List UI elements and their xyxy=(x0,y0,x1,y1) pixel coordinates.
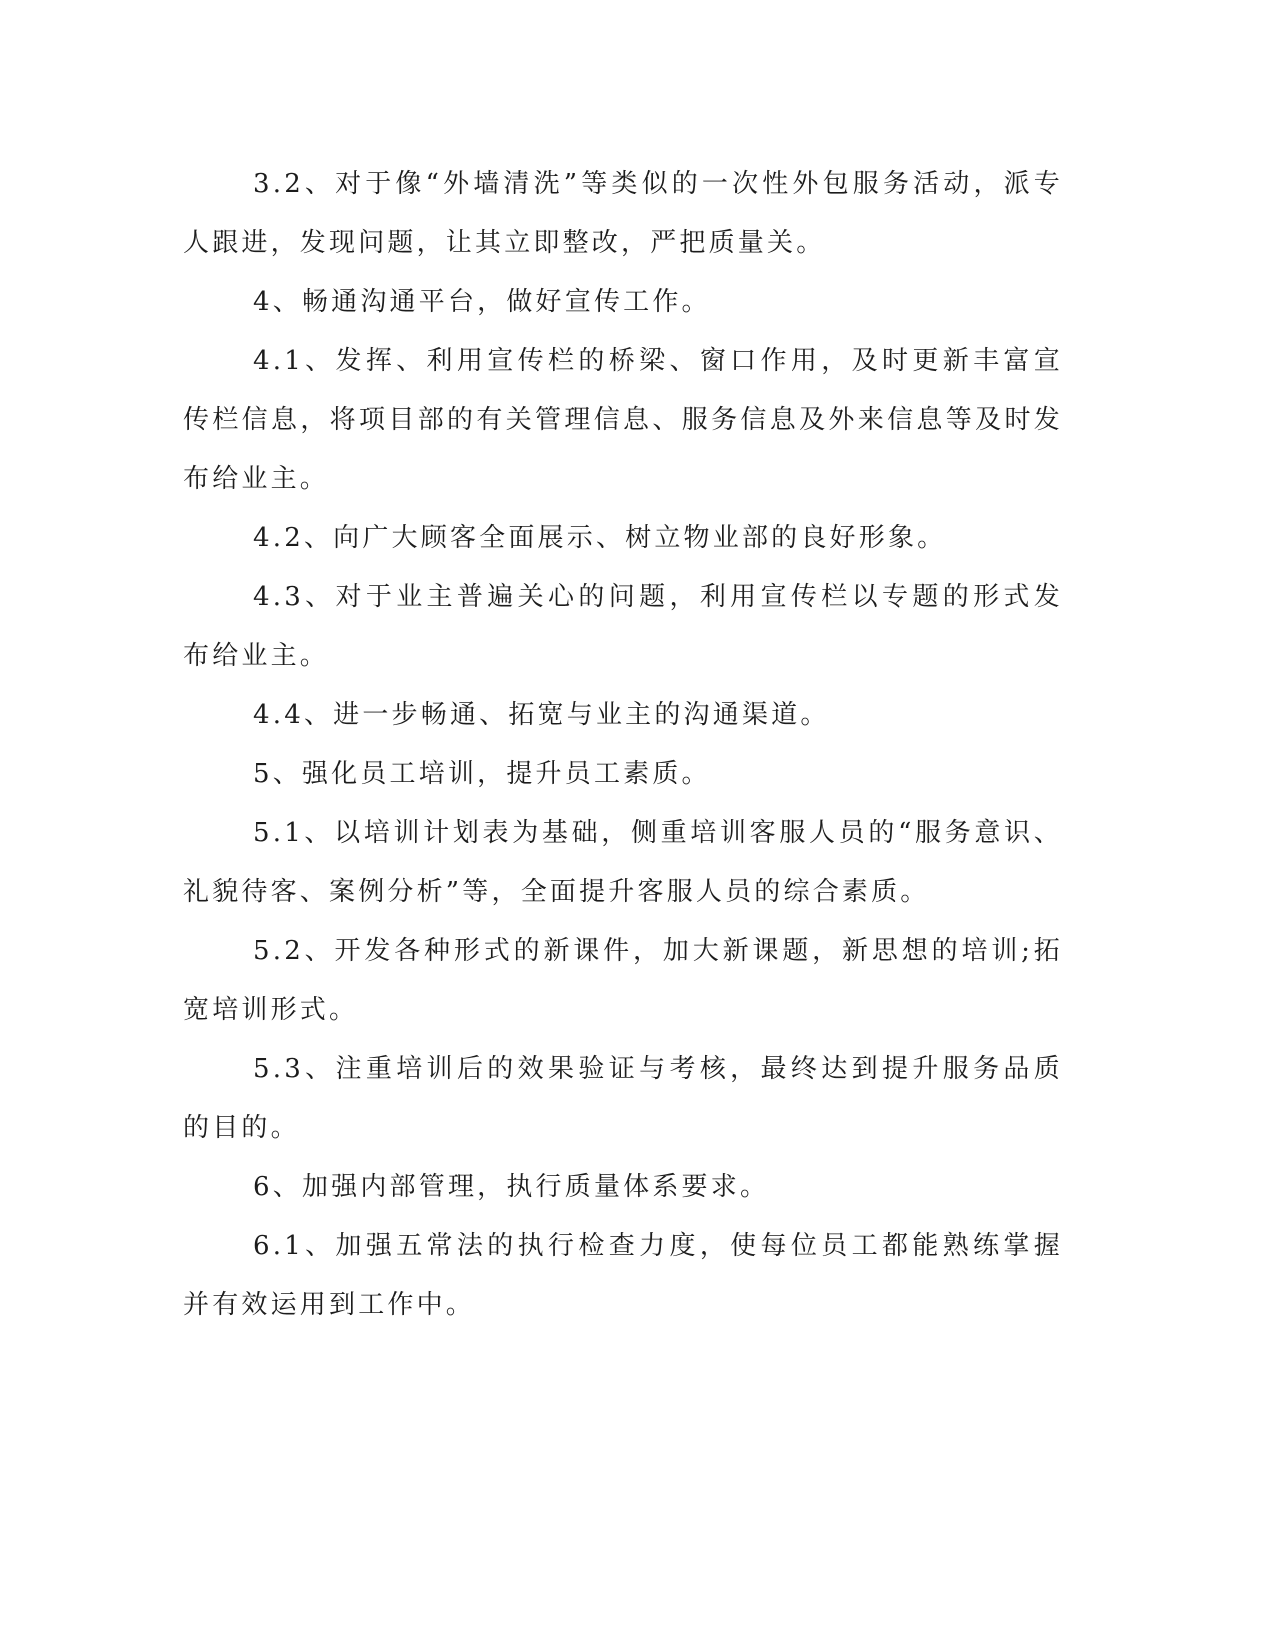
paragraph-6: 6、加强内部管理，执行质量体系要求。 xyxy=(253,1172,770,1202)
paragraph-5-3: 5.3、注重培训后的效果验证与考核，最终达到提升服务品质的目的。 xyxy=(183,1054,1063,1143)
paragraph-5-1: 5.1、以培训计划表为基础，侧重培训客服人员的“服务意识、礼貌待客、案例分析”等，全面提升客服人员的综合素质。 xyxy=(183,818,1063,907)
paragraph-5-2: 5.2、开发各种形式的新课件，加大新课题，新思想的培训;拓宽培训形式。 xyxy=(183,936,1063,1025)
paragraph-4-4: 4.4、进一步畅通、拓宽与业主的沟通渠道。 xyxy=(253,700,830,730)
document-body xyxy=(183,155,1063,1335)
paragraph-4: 4、畅通沟通平台，做好宣传工作。 xyxy=(253,287,711,317)
paragraph-3-2: 3.2、对于像“外墙清洗”等类似的一次性外包服务活动，派专人跟进，发现问题，让其立即整改，严把质量关。 xyxy=(183,169,1063,258)
paragraph-6-1: 6.1、加强五常法的执行检查力度，使每位员工都能熟练掌握并有效运用到工作中。 xyxy=(183,1231,1063,1320)
paragraph-4-1: 4.1、发挥、利用宣传栏的桥梁、窗口作用，及时更新丰富宣传栏信息，将项目部的有关管理信息、服务信息及外来信息等及时发布给业主。 xyxy=(183,346,1063,494)
paragraph-4-3: 4.3、对于业主普遍关心的问题，利用宣传栏以专题的形式发布给业主。 xyxy=(183,582,1063,671)
paragraph-5: 5、强化员工培训，提升员工素质。 xyxy=(253,759,711,789)
paragraph-4-2: 4.2、向广大顾客全面展示、树立物业部的良好形象。 xyxy=(253,523,947,553)
